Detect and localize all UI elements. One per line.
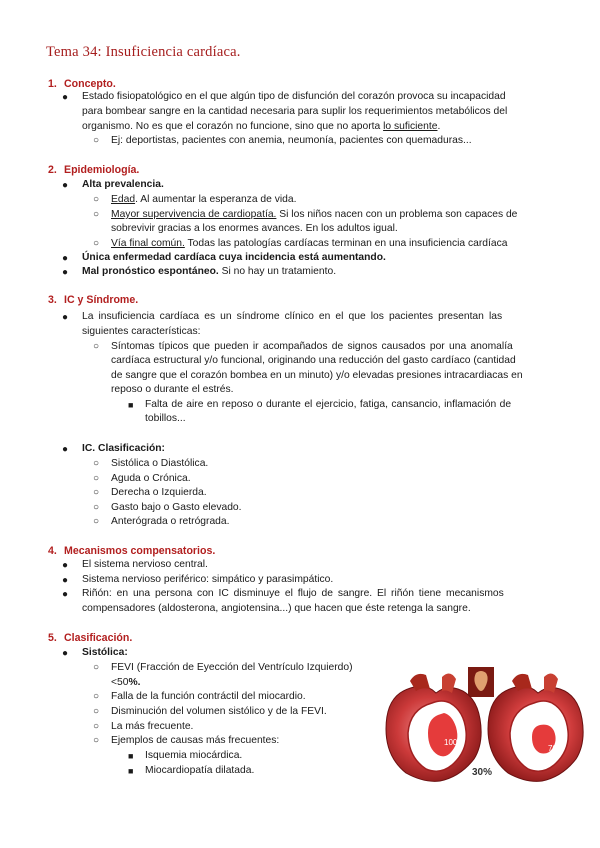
paragraph-line: sobrevivir gracias a los enormes avances. En los adultos igual.: [111, 223, 398, 234]
right-heart: [488, 673, 583, 781]
text-span: Si los niños nacen con un problema son capaces de: [276, 209, 518, 220]
section-number: 3.: [48, 294, 57, 306]
section-title: Mecanismos compensatorios.: [64, 545, 216, 557]
text-span: .: [437, 121, 441, 132]
underlined-text: Vía final común.: [111, 238, 185, 249]
section-3-heading: [48, 294, 138, 306]
bold-text: Mal pronóstico espontáneo.: [82, 266, 219, 277]
underlined-text: Mayor supervivencia de cardiopatía.: [111, 209, 277, 220]
section-title: Concepto.: [64, 78, 116, 90]
paragraph-line: Estado fisiopatológico en el que algún tipo de disfunción del corazón provoca su incapacidad: [82, 91, 506, 102]
section-title: Clasificación.: [64, 632, 133, 644]
paragraph-line: [82, 120, 440, 135]
paragraph-line: [111, 208, 517, 223]
paragraph-line: Sistema nervioso periférico: simpático y parasimpático.: [82, 574, 334, 585]
square-bullet-icon: ■: [128, 766, 134, 776]
section-number: 4.: [48, 545, 57, 557]
paragraph-line: [111, 237, 507, 252]
underlined-text: lo suficiente: [383, 121, 438, 132]
paragraph-line: Isquemia miocárdica.: [145, 750, 243, 761]
section-title: IC y Síndrome.: [64, 294, 139, 306]
circle-bullet-icon: ○: [93, 458, 100, 469]
list-item: Derecha o Izquierda.: [111, 487, 207, 498]
list-item: Sistólica o Diastólica.: [111, 458, 209, 469]
circle-bullet-icon: ○: [93, 341, 100, 352]
left-heart: [386, 673, 481, 781]
paragraph-line: La más frecuente.: [111, 721, 194, 732]
section-4-heading: [48, 545, 215, 557]
bullet-icon: ●: [62, 312, 69, 323]
section-5-heading: [48, 632, 132, 644]
heart-diagram: [380, 663, 592, 787]
paragraph-line: [82, 265, 336, 280]
bullet-icon: ●: [62, 180, 69, 191]
section-number: 2.: [48, 164, 57, 176]
bullet-icon: ●: [62, 575, 69, 586]
circle-bullet-icon: ○: [93, 721, 100, 732]
paragraph-line: FEVI (Fracción de Eyección del Ventrículo Izquierdo): [111, 662, 353, 673]
paragraph-line: tobillos...: [145, 413, 186, 424]
bullet-icon: ●: [62, 253, 69, 264]
bold-text: %.: [128, 677, 141, 688]
paragraph-line: para bombear sangre en la cantidad necesaria para suplir los requerimientos metabólicos del: [82, 106, 508, 117]
circle-bullet-icon: ○: [93, 473, 100, 484]
paragraph-line: Falla de la función contráctil del miocardio.: [111, 691, 306, 702]
bullet-icon: ●: [62, 92, 69, 103]
right-percent-label: 70%: [548, 744, 565, 753]
circle-bullet-icon: ○: [93, 135, 100, 146]
underlined-text: Edad: [111, 194, 136, 205]
paragraph-line: Ej: deportistas, pacientes con anemia, neumonía, pacientes con quemaduras...: [111, 135, 472, 146]
circle-bullet-icon: ○: [93, 662, 100, 673]
heart-illustration: [380, 663, 592, 787]
paragraph-line: Única enfermedad cardíaca cuya incidencia está aumentando.: [82, 252, 386, 263]
page-title: Tema 34: Insuficiencia cardíaca.: [46, 44, 241, 60]
list-item: Gasto bajo o Gasto elevado.: [111, 502, 242, 513]
paragraph-line: [111, 676, 141, 691]
text-span: organismo. No es que el corazón no funcione, sino que no aporta: [82, 121, 384, 132]
paragraph-line: de sangre que el corazón bombea en un minuto) y/o elevadas presiones intracardiacas en: [111, 370, 523, 381]
bottom-percent-label: 30%: [472, 767, 493, 778]
section-number: 5.: [48, 632, 57, 644]
section-1-heading: [48, 78, 116, 90]
square-bullet-icon: ■: [128, 400, 134, 410]
paragraph-line: Miocardiopatía dilatada.: [145, 765, 255, 776]
bullet-icon: ●: [62, 560, 69, 571]
bullet-icon: ●: [62, 589, 69, 600]
section-number: 1.: [48, 78, 57, 90]
circle-bullet-icon: ○: [93, 238, 100, 249]
paragraph-line: IC. Clasificación:: [82, 443, 165, 454]
text-span: Todas las patologías cardíacas terminan en una insuficiencia cardíaca: [184, 238, 508, 249]
circle-bullet-icon: ○: [93, 502, 100, 513]
circle-bullet-icon: ○: [93, 194, 100, 205]
text-span: . Al aumentar la esperanza de vida.: [135, 194, 297, 205]
circle-bullet-icon: ○: [93, 209, 100, 220]
paragraph-line: El sistema nervioso central.: [82, 559, 208, 570]
paragraph-line: Ejemplos de causas más frecuentes:: [111, 735, 280, 746]
circle-bullet-icon: ○: [93, 516, 100, 527]
square-bullet-icon: ■: [128, 751, 134, 761]
circle-bullet-icon: ○: [93, 487, 100, 498]
paragraph-line: Sistólica:: [82, 647, 128, 658]
text-span: Si no hay un tratamiento.: [218, 266, 337, 277]
paragraph-line: Disminución del volumen sistólico y de la FEVI.: [111, 706, 327, 717]
paragraph-line: compensadores (aldosterona, angiotensina...) que hacen que éste retenga la sangre.: [82, 603, 471, 614]
left-percent-label: 100%: [444, 738, 465, 747]
paragraph-line: [111, 193, 296, 208]
text-span: <50: [111, 677, 129, 688]
paragraph-line: Síntomas típicos que pueden ir acompañados de signos causados por una anomalía: [111, 341, 513, 352]
paragraph-line: Riñón: en una persona con IC disminuye el flujo de sangre. El riñón tiene mecanismos: [82, 588, 504, 599]
paragraph-line: Alta prevalencia.: [82, 179, 164, 190]
paragraph-line: siguientes características:: [82, 326, 201, 337]
circle-bullet-icon: ○: [93, 735, 100, 746]
paragraph-line: reposo o durante el estrés.: [111, 384, 234, 395]
bullet-icon: ●: [62, 267, 69, 278]
list-item: Anterógrada o retrógrada.: [111, 516, 230, 527]
paragraph-line: La insuficiencia cardíaca es un síndrome clínico en el que los pacientes presentan las: [82, 311, 503, 322]
list-item: Aguda o Crónica.: [111, 473, 191, 484]
bullet-icon: ●: [62, 444, 69, 455]
section-title: Epidemiología.: [64, 164, 140, 176]
circle-bullet-icon: ○: [93, 691, 100, 702]
paragraph-line: Falta de aire en reposo o durante el ejercicio, fatiga, cansancio, inflamación de: [145, 399, 512, 410]
bullet-icon: ●: [62, 648, 69, 659]
circle-bullet-icon: ○: [93, 706, 100, 717]
section-2-heading: [48, 164, 139, 176]
paragraph-line: cardíaca estructural y/o funcional, originando una reducción del gasto cardíaco (cantidad: [111, 355, 516, 366]
